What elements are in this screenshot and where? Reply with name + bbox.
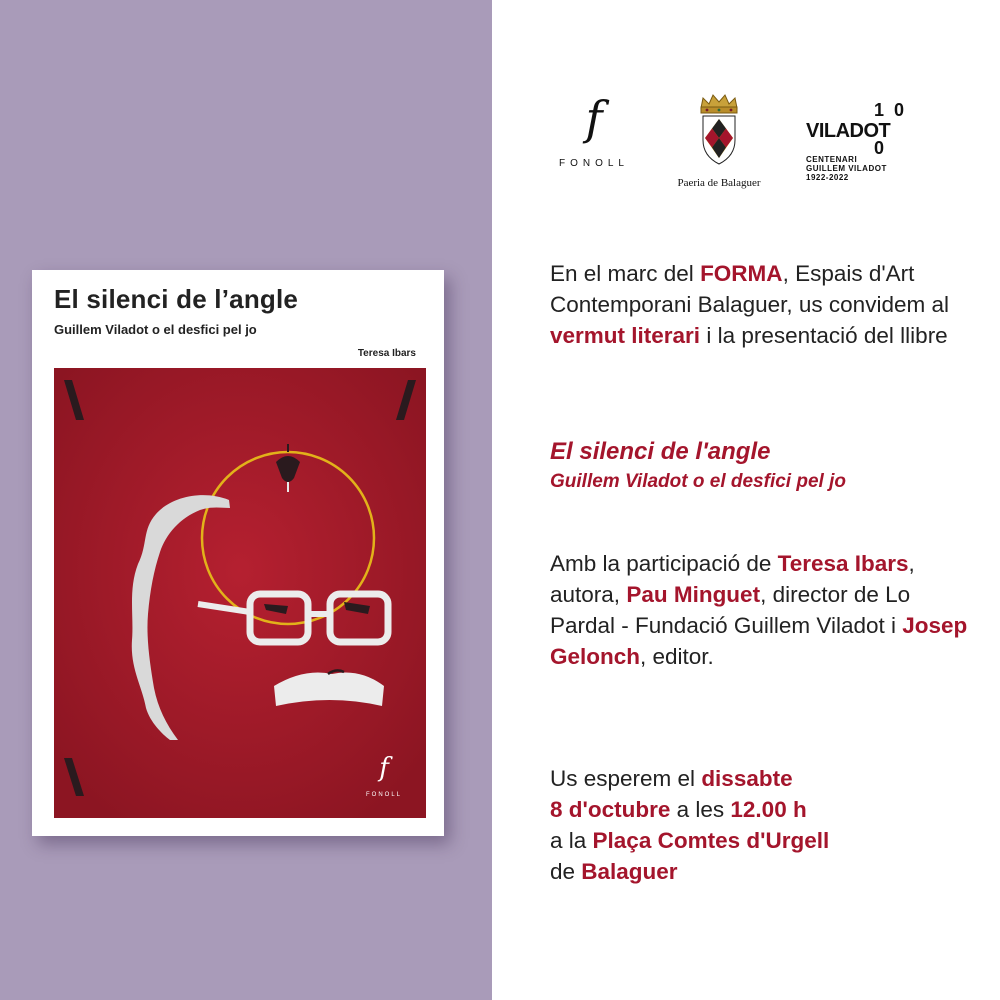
invite-line — [550, 856, 970, 887]
invite-city: Balaguer — [581, 859, 678, 884]
fonoll-glyph: f — [585, 91, 603, 145]
participant-josep: Josep Gelonch — [550, 613, 968, 669]
invite-day: dissabte — [701, 766, 793, 791]
participants-text: , autora, — [550, 551, 915, 607]
viladot-digit-top: 1 — [874, 100, 885, 120]
viladot-wordmark: VILADOT — [806, 120, 891, 142]
intro-text: En el marc del — [550, 261, 701, 286]
invite-line — [550, 763, 970, 794]
book-cover — [32, 270, 444, 836]
participant-teresa: Teresa Ibars — [777, 551, 909, 576]
participants-text: Amb la participació de — [550, 551, 778, 576]
intro-paragraph — [550, 258, 970, 351]
cover-publisher-name: FONOLL — [365, 792, 403, 798]
viladot-digit-right: 0 — [894, 100, 905, 120]
participants-text: , editor. — [640, 644, 714, 669]
book-cover-illustration — [54, 368, 426, 818]
viladot-subtitle — [806, 155, 887, 182]
book-reference-title: El silenci de l'angle — [550, 438, 771, 465]
book-reference-subtitle: Guillem Viladot o el desfici pel jo — [550, 471, 846, 492]
coat-of-arms-icon — [693, 90, 745, 168]
invite-date: 8 d'octubre — [550, 797, 671, 822]
book-cover-author: Teresa Ibars — [357, 348, 416, 359]
book-cover-subtitle: Guillem Viladot o el desfici pel jo — [54, 322, 257, 337]
intro-text: i la presentació del llibre — [700, 323, 948, 348]
right-panel — [492, 0, 1000, 1000]
invite-paragraph — [550, 763, 970, 887]
book-cover-title: El silenci de l’angle — [54, 284, 299, 314]
book-reference — [550, 436, 970, 496]
participants-paragraph — [550, 548, 970, 672]
invite-line — [550, 794, 970, 825]
intro-text: , Espais d'Art Contemporani Balaguer, us convidem al — [550, 261, 949, 317]
invite-place: Plaça Comtes d'Urgell — [592, 828, 830, 853]
paeria-logo — [674, 90, 764, 189]
participant-pau: Pau Minguet — [626, 582, 761, 607]
invite-text: a la — [550, 828, 593, 853]
viladot-line1: CENTENARI — [806, 155, 858, 164]
participants-text: , director de Lo Pardal - Fundació Guillem Viladot i — [550, 582, 911, 638]
sponsor-logos — [492, 0, 1000, 200]
viladot-digit-bottom: 0 — [874, 138, 885, 158]
invite-text: a les — [670, 797, 731, 822]
cover-publisher-glyph: f — [379, 753, 389, 783]
viladot-line2: GUILLEM VILADOT — [806, 164, 887, 173]
viladot-line3: 1922-2022 — [806, 173, 849, 182]
paeria-name: Paeria de Balaguer — [677, 177, 761, 189]
vermut-highlight: vermut literari — [550, 323, 701, 348]
invite-text: de — [550, 859, 582, 884]
invite-line — [550, 825, 970, 856]
forma-highlight: FORMA — [700, 261, 783, 286]
left-panel — [0, 0, 492, 1000]
fonoll-logo — [550, 88, 638, 169]
fonoll-name: FONOLL — [558, 158, 629, 169]
invite-text: Us esperem el — [550, 766, 702, 791]
invite-time: 12.00 h — [730, 797, 807, 822]
